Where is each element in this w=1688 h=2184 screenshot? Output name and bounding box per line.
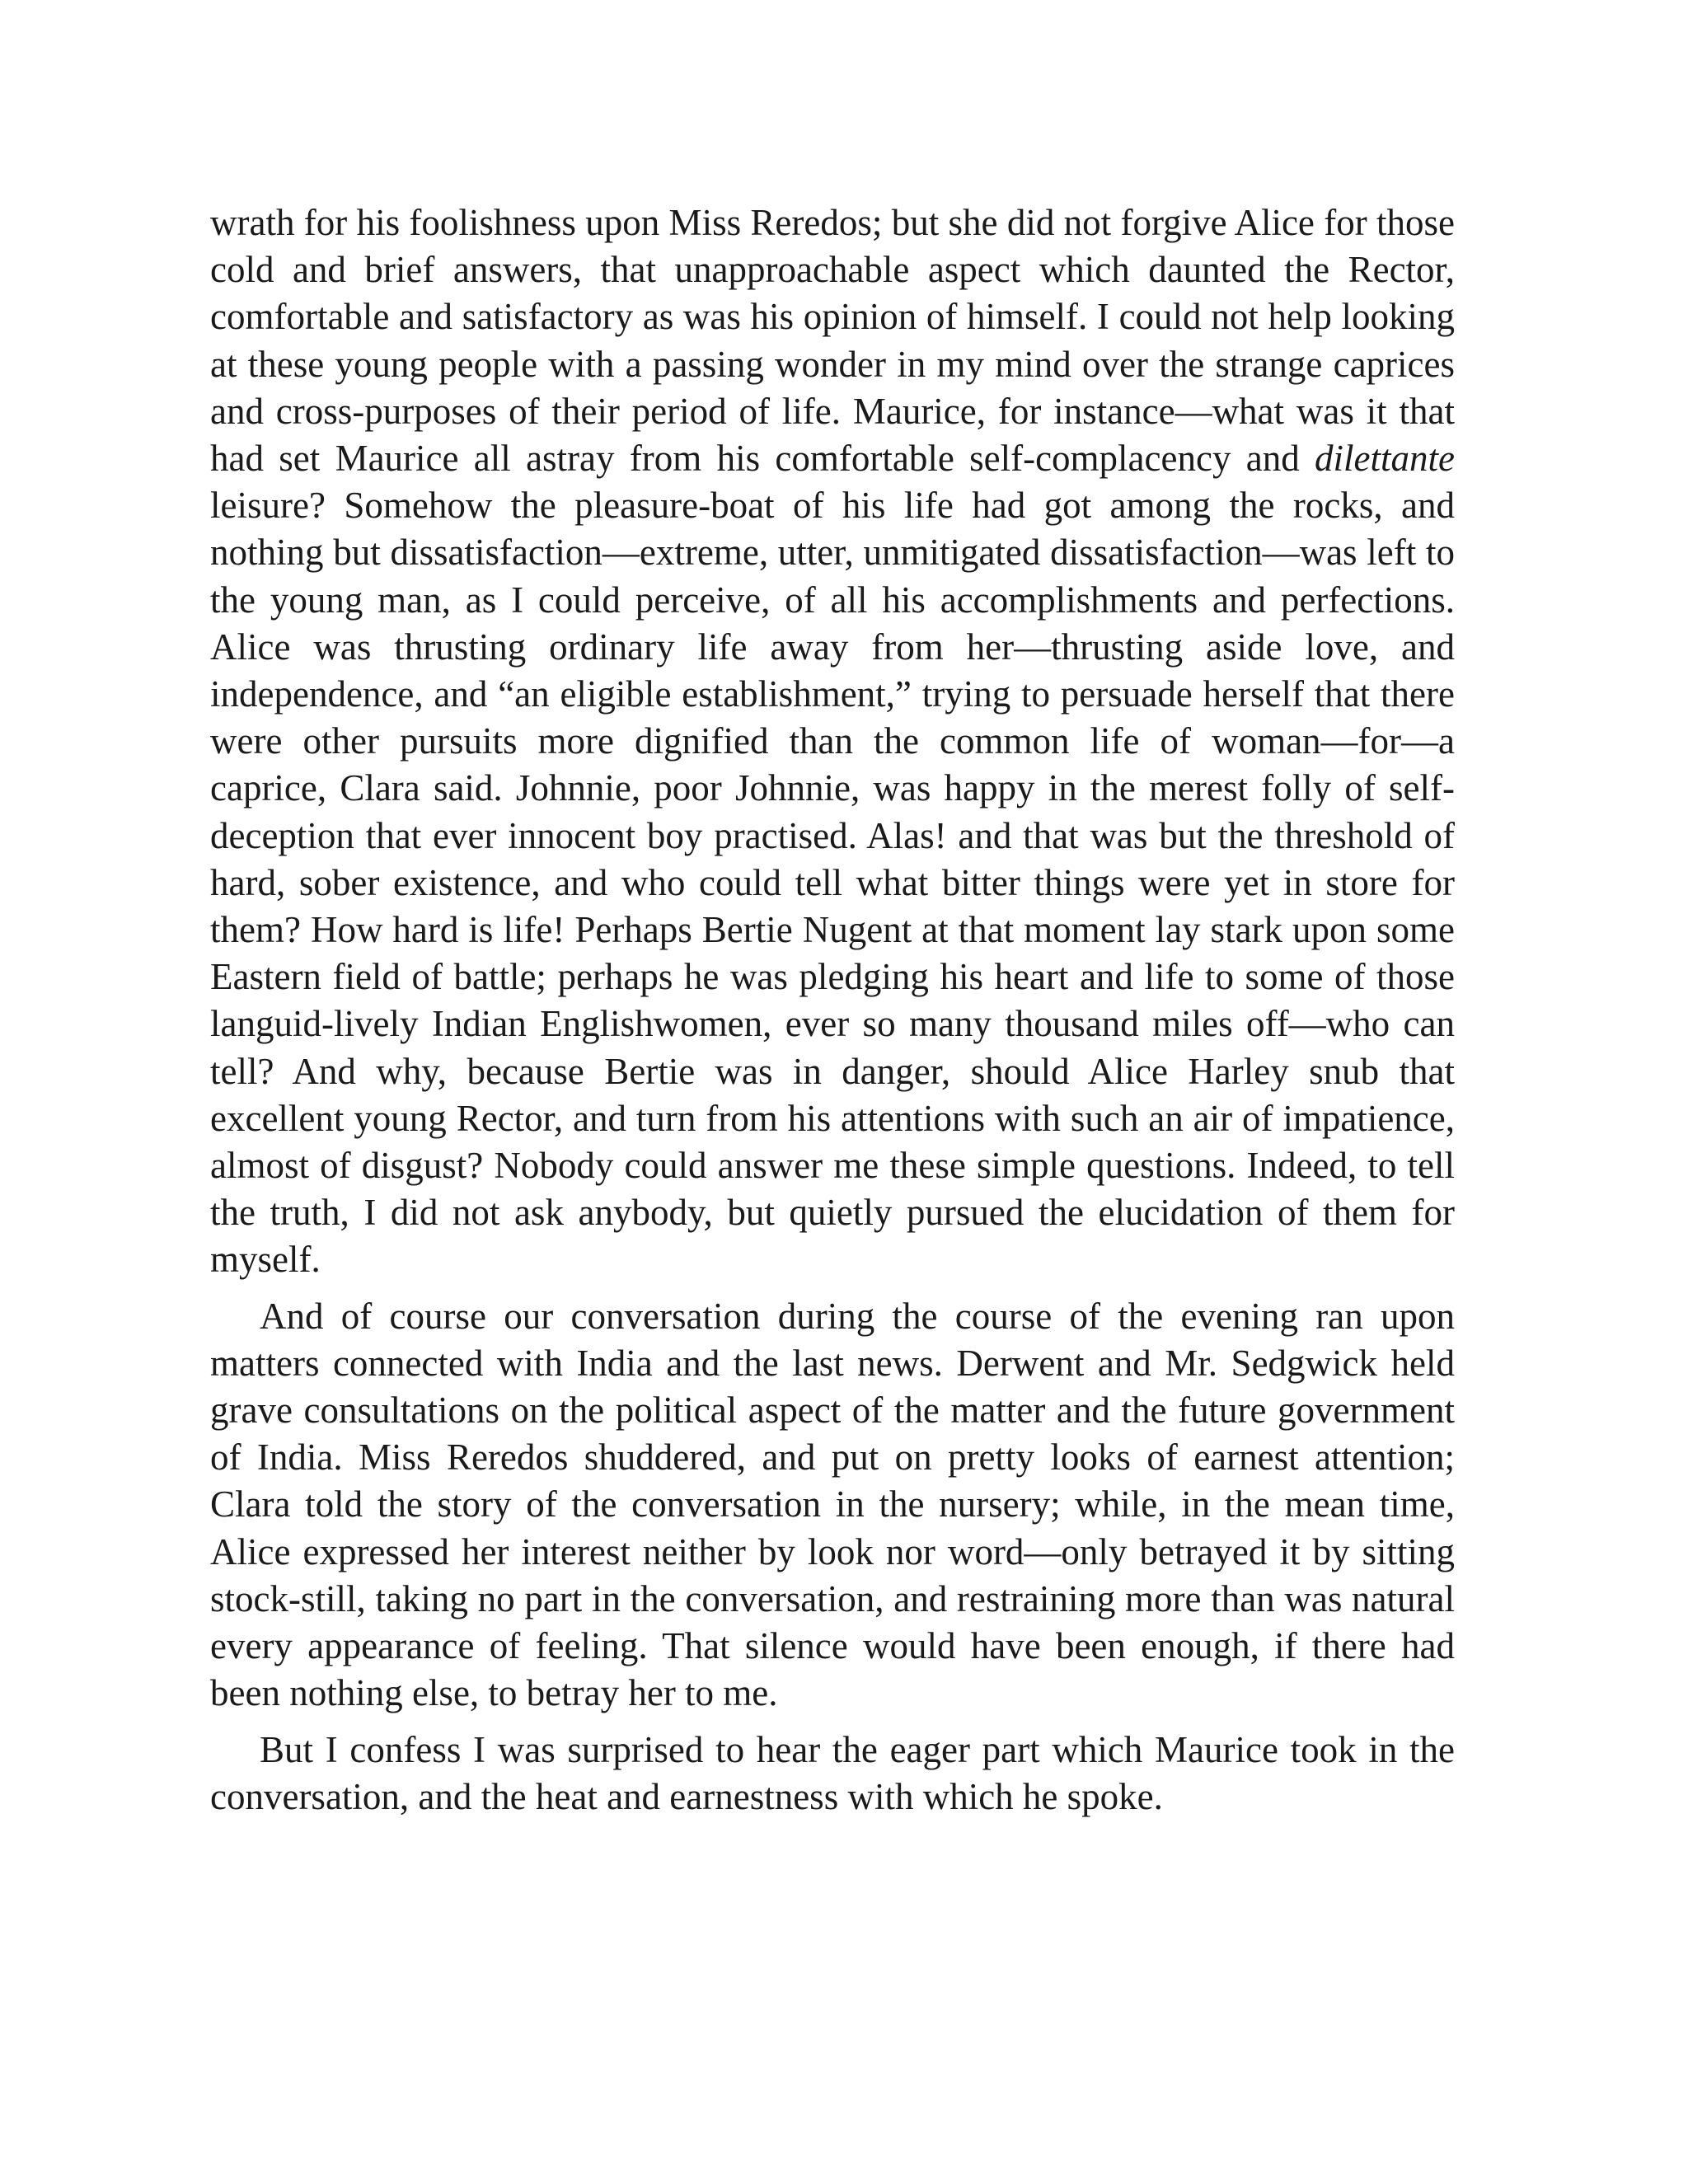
paragraph-1-text-a: wrath for his foolishness upon Miss Reredos; but she did not forgive Alice for those cold and brief answers, that unapproachable aspect which daunted the Rector, comfortable and satisfactory as was his opinion of himself. I could not help looking at these young people with a passing wonder in my mind over the strange caprices and cross-purposes of their period of life. Maurice, for instance—what was it that had set Maurice all astray from his comfortable self-complacency and: [210, 202, 1455, 480]
paragraph-1-text-b: leisure? Somehow the pleasure-boat of his life had got among the rocks, and nothing but dissatisfaction—extreme, utter, unmitigated dissatisfaction—was left to the young man, as I could perceive, of all his accomplishments and perfections. Alice was thrusting ordinary life away from her—thrusting aside love, and independence, and “an eligible establishment,” trying to persuade herself that there were other pursuits more dignified than the common life of woman—for—a caprice, Clara said. Johnnie, poor Johnnie, was happy in the merest folly of self-deception that ever innocent boy practised. Alas! and that was but the threshold of hard, sober existence, and who could tell what bitter things were yet in store for them? How hard is life! Perhaps Bertie Nugent at that moment lay stark upon some Eastern field of battle; perhaps he was pledging his heart and life to some of those languid-lively Indian Englishwomen, ever so many thousand miles off—who can tell? And why, because Bertie was in danger, should Alice Harley snub that excellent young Rector, and turn from his attentions with such an air of impatience, almost of disgust? Nobody could answer me these simple questions. Indeed, to tell the truth, I did not ask anybody, but quietly pursued the elucidation of them for myself.: [210, 485, 1455, 1281]
paragraph-1: [210, 199, 1455, 1284]
paragraph-3: [210, 1727, 1455, 1821]
paragraph-1-italic-word: dilettante: [1315, 438, 1455, 480]
paragraph-2-text: And of course our conversation during the course of the evening ran upon matters connected with India and the last news. Derwent and Mr. Sedgwick held grave consultations on the political aspect of the matter and the future government of India. Miss Reredos shuddered, and put on pretty looks of earnest attention; Clara told the story of the conversation in the nursery; while, in the mean time, Alice expressed her interest neither by look nor word—only betrayed it by sitting stock-still, taking no part in the conversation, and restraining more than was natural every appearance of feeling. That silence would have been enough, if there had been nothing else, to betray her to me.: [210, 1295, 1455, 1714]
paragraph-3-text: But I confess I was surprised to hear the eager part which Maurice took in the conversation, and the heat and earnestness with which he spoke.: [210, 1728, 1455, 1817]
paragraph-2: [210, 1293, 1455, 1718]
book-page: [210, 199, 1455, 1821]
